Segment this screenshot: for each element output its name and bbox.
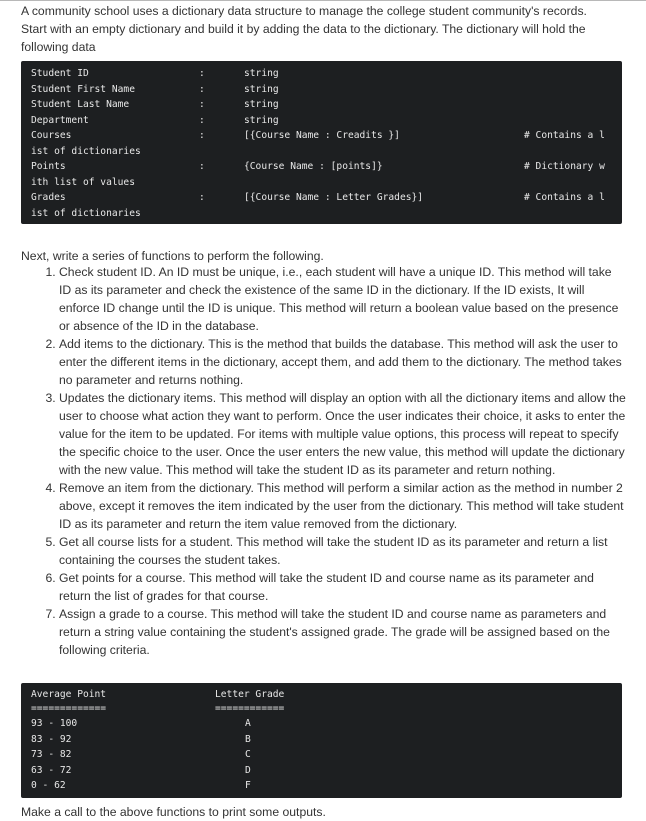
- function-step: 7. Assign a grade to a course. This method will take the student ID and course name as parameters and return a string value containing the student's assigned grade. The grade will be assigned based on the following criteria.: [59, 605, 626, 659]
- schema-separator: :: [199, 130, 205, 141]
- schema-type: string: [244, 99, 279, 110]
- grade-range: 73 - 82: [31, 749, 72, 760]
- schema-separator: :: [199, 83, 205, 95]
- grade-range: 0 - 62: [31, 780, 66, 791]
- schema-field: Student First Name: [31, 83, 135, 95]
- schema-field: Courses: [31, 130, 72, 141]
- function-step: 6. Get points for a course. This method will take the student ID and course name as its parameter and return the list of grades for that course.: [59, 569, 626, 605]
- schema-type: [{Course Name : Creadits }]: [244, 130, 400, 141]
- grade-letter: B: [245, 733, 251, 745]
- top-divider: [0, 0, 646, 1]
- grade-rule-left: =============: [31, 703, 107, 714]
- intro-paragraph: A community school uses a dictionary data structure to manage the college student community's records. Start with an empty dictionary and build it by adding the data to the dictionary. The dictionary will hold the following data: [21, 4, 587, 54]
- schema-type: {Course Name : [points]}: [244, 161, 383, 172]
- schema-separator: :: [199, 161, 205, 172]
- schema-separator: :: [199, 114, 205, 126]
- schema-type: string: [244, 68, 279, 79]
- grade-range: 83 - 92: [31, 733, 72, 745]
- functions-intro: Next, write a series of functions to perform the following.: [21, 249, 324, 263]
- function-step: 5. Get all course lists for a student. This method will take the student ID as its parameter and return a list containing the courses the student takes.: [59, 533, 626, 569]
- function-step: 1. Check student ID. An ID must be unique, i.e., each student will have a unique ID. This method will take ID as its parameter and check the existence of the same ID in the dictionary. If the ID exists, It will enforce ID change until the ID is unique. This method will return a boolean value based on the presence or absence of the ID in the database.: [59, 263, 626, 335]
- schema-field: Grades: [31, 192, 66, 203]
- schema-field: Student ID: [31, 68, 89, 79]
- schema-comment: # Contains a l: [524, 130, 605, 141]
- grade-letter: F: [245, 780, 251, 791]
- schema-type: [{Course Name : Letter Grades}]: [244, 192, 424, 203]
- schema-type: string: [244, 83, 279, 95]
- function-step: 2. Add items to the dictionary. This is the method that builds the database. This method will ask the user to enter the different items in the dictionary, accept them, and add them to the dictionary. The method takes no parameter and returns nothing.: [59, 335, 626, 389]
- grade-letter: A: [245, 718, 251, 729]
- grade-letter: C: [245, 749, 251, 760]
- function-step: 3. Updates the dictionary items. This method will display an option with all the dictionary items and allow the user to choose what action they want to perform. Once the user indicates their choice, it asks to enter the value for the item to be updated. For items with multiple value options, this process will repeat to specify the specific choice to the user. Once the user enters the new value, this method will update the dictionary with the new value. This method will take the student ID as its parameter and return nothing.: [59, 389, 626, 479]
- schema-field: ist of dictionaries: [31, 145, 141, 157]
- grade-header-left: Average Point: [31, 689, 107, 700]
- schema-comment: # Contains a l: [524, 192, 605, 203]
- schema-field: ith list of values: [31, 176, 135, 188]
- schema-field: Department: [31, 114, 89, 126]
- schema-field: Points: [31, 161, 66, 172]
- schema-comment: # Dictionary w: [524, 161, 605, 172]
- schema-separator: :: [199, 99, 205, 110]
- grade-letter: D: [245, 764, 251, 776]
- grade-range: 93 - 100: [31, 718, 78, 729]
- grade-header-right: Letter Grade: [215, 689, 285, 700]
- schema-type: string: [244, 114, 279, 126]
- functions-list: [21, 263, 626, 659]
- function-step: 4. Remove an item from the dictionary. This method will perform a similar action as the method in number 2 above, except it removes the item indicated by the user from the dictionary. This method will take student ID as its parameter and return the item value removed from the dictionary.: [59, 479, 626, 533]
- schema-separator: :: [199, 68, 205, 79]
- grade-range: 63 - 72: [31, 764, 72, 776]
- closing-paragraph: Make a call to the above functions to print some outputs.: [21, 805, 326, 819]
- schema-code-block: [21, 61, 622, 224]
- schema-field: ist of dictionaries: [31, 207, 141, 219]
- grade-code-block: [21, 683, 622, 798]
- schema-separator: :: [199, 192, 205, 203]
- schema-field: Student Last Name: [31, 99, 130, 110]
- grade-rule-right: ============: [215, 703, 285, 714]
